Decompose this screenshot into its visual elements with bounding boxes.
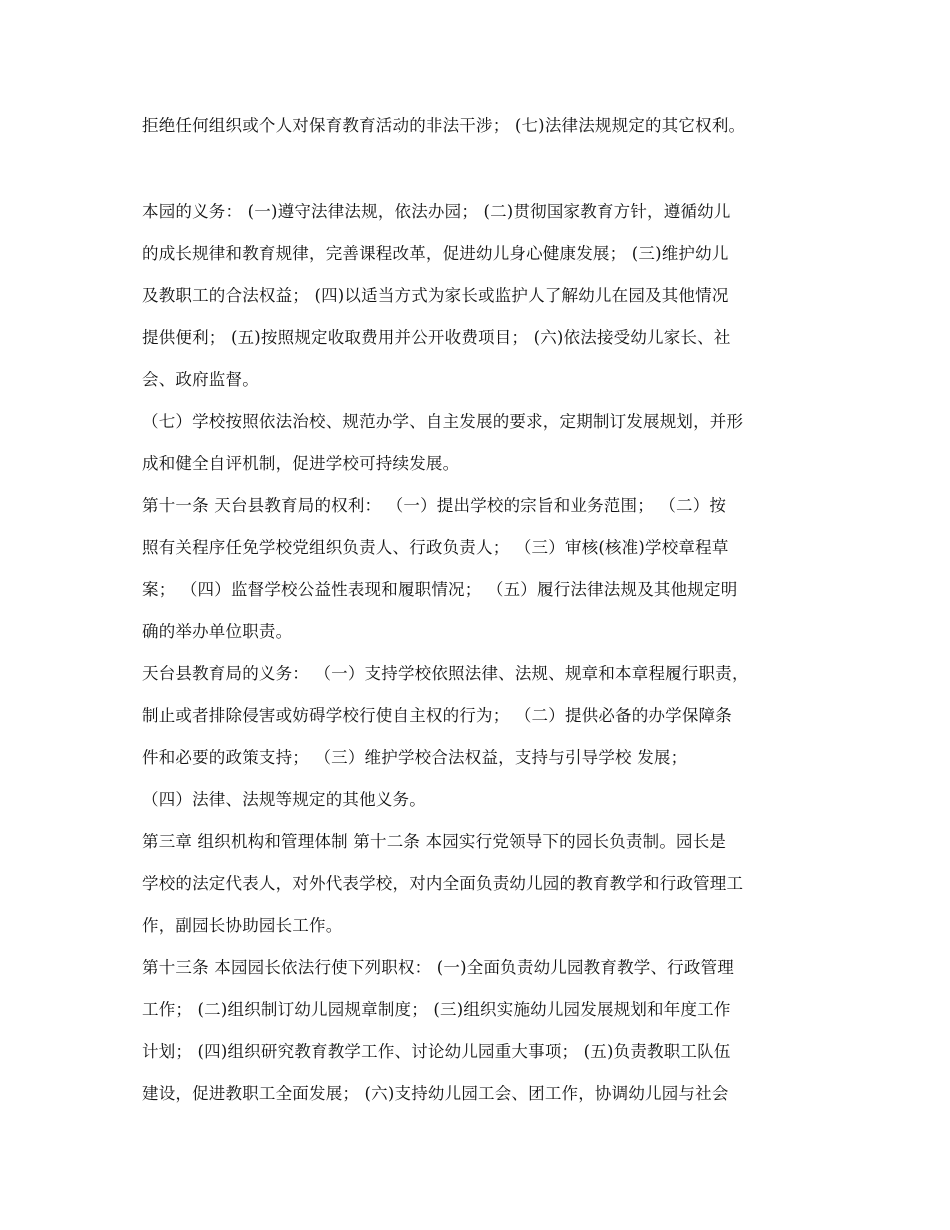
text-line: 的成长规律和教育规律，完善课程改革，促进幼儿身心健康发展； (三)维护幼儿 <box>142 244 729 263</box>
text-line: 工作； (二)组织制订幼儿园规章制度； (三)组织实施幼儿园发展规划和年度工作 <box>142 1000 731 1019</box>
text-line: 第十一条 天台县教育局的权利： （一）提出学校的宗旨和业务范围； （二）按 <box>142 496 727 515</box>
text-line: 件和必要的政策支持； （三）维护学校合法权益，支持与引导学校 发展； <box>142 748 688 767</box>
text-line: 第十三条 本园园长依法行使下列职权： (一)全面负责幼儿园教育教学、行政管理 <box>142 958 734 977</box>
text-line: 计划； (四)组织研究教育教学工作、讨论幼儿园重大事项； (五)负责教职工队伍 <box>142 1042 731 1061</box>
text-line: 学校的法定代表人，对外代表学校，对内全面负责幼儿园的教育教学和行政管理工 <box>142 874 744 893</box>
text-line: 天台县教育局的义务： （一）支持学校依照法律、法规、规章和本章程履行职责， <box>142 664 749 683</box>
text-line: 第三章 组织机构和管理体制 第十二条 本园实行党领导下的园长负责制。园长是 <box>142 832 727 851</box>
text-line: 会、政府监督。 <box>142 370 259 389</box>
text-line: 建设，促进教职工全面发展； (六)支持幼儿园工会、团工作，协调幼儿园与社会 <box>142 1084 729 1103</box>
text-line: 案； （四）监督学校公益性表现和履职情况； （五）履行法律法规及其他规定明 <box>142 580 738 599</box>
text-line: 照有关程序任免学校党组织负责人、行政负责人； （三）审核(核准)学校章程草 <box>142 538 729 557</box>
text-line: 及教职工的合法权益； (四)以适当方式为家长或监护人了解幼儿在园及其他情况 <box>142 286 729 305</box>
text-line: 成和健全自评机制，促进学校可持续发展。 <box>142 454 460 473</box>
text-line: （七）学校按照依法治校、规范办学、自主发展的要求，定期制订发展规划，并形 <box>142 412 744 431</box>
text-line: 制止或者排除侵害或妨碍学校行使自主权的行为； （二）提供必备的办学保障条 <box>142 706 732 725</box>
text-line: 本园的义务： (一)遵守法律法规，依法办园； (二)贯彻国家教育方针，遵循幼儿 <box>142 202 731 221</box>
text-line: 拒绝任何组织或个人对保育教育活动的非法干涉； (七)法律法规规定的其它权利。 <box>142 116 746 135</box>
text-line: 作，副园长协助园长工作。 <box>142 916 343 935</box>
text-line: 提供便利； (五)按照规定收取费用并公开收费项目； (六)依法接受幼儿家长、社 <box>142 328 731 347</box>
text-line: （四）法律、法规等规定的其他义务。 <box>142 790 426 809</box>
text-line: 确的举办单位职责。 <box>142 622 293 641</box>
